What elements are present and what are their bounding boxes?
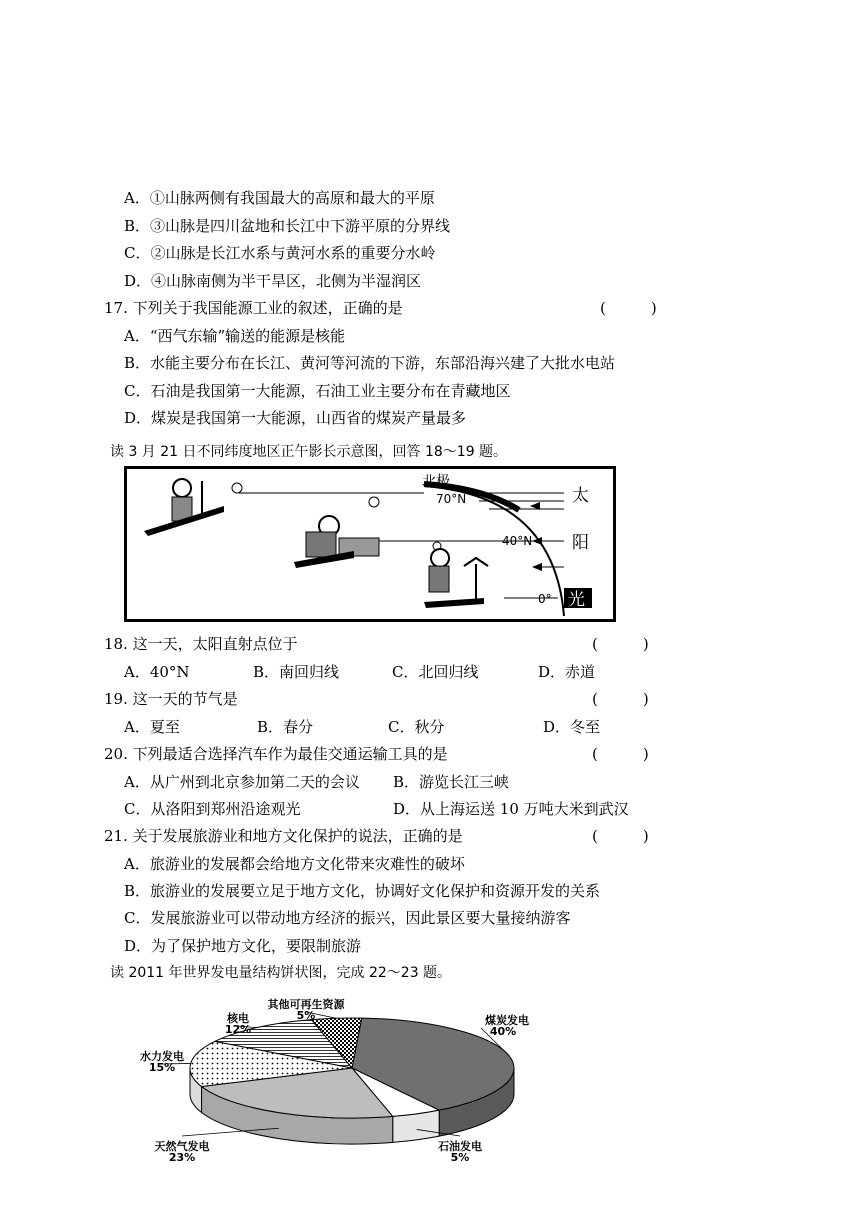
north-pole-label: 北极 [422,474,450,490]
q16-option-c: C．②山脉是长江水系与黄河水系的重要分水岭 [124,244,436,262]
q20-answer-paren: ( ) [592,745,649,763]
q21-stem: 21. 关于发展旅游业和地方文化保护的说法，正确的是 [104,827,463,845]
pie-chart [120,996,580,1176]
q17-option-c: C．石油是我国第一大能源，石油工业主要分布在青藏地区 [124,382,511,400]
pie-label-5: 其他可再生资源 [267,998,345,1011]
q19-option-b: B．春分 [257,718,314,736]
q19-stem: 19. 这一天的节气是 [104,690,238,708]
q19-option-a: A．夏至 [124,718,180,736]
sun-char-3: 光 [568,590,585,610]
q17-option-b: B．水能主要分布在长江、黄河等河流的下游，东部沿海兴建了大批水电站 [124,354,616,372]
q21-option-c: C．发展旅游业可以带动地方经济的振兴，因此景区要大量接纳游客 [124,909,571,927]
pie-label-2: 天然气发电 [154,1140,210,1153]
shadow-diagram [124,466,616,622]
q17-option-a: A．“西气东输”输送的能源是核能 [124,327,346,345]
q20-option-c: C．从洛阳到郑州沿途观光 [124,800,301,818]
pie-label-4: 核电 [227,1012,249,1025]
q21-answer-paren: ( ) [592,827,649,845]
q19-option-d: D．冬至 [543,718,601,736]
lat-equator-label: 0° [538,592,552,606]
q20-option-a: A．从广州到北京参加第二天的会议 [124,773,360,791]
q16-option-d: D．④山脉南侧为半干旱区，北侧为半湿润区 [124,272,422,290]
q18-answer-paren: ( ) [592,635,649,653]
chart-intro: 读 2011 年世界发电量结构饼状图，完成 22～23 题。 [110,965,452,981]
q17-option-d: D．煤炭是我国第一大能源，山西省的煤炭产量最多 [124,409,467,427]
pie-value-3: 15% [148,1061,176,1074]
lat-40n-label: 40°N [502,534,533,548]
lat-70n-label: 70°N [436,492,467,506]
pie-label-3: 水力发电 [140,1050,184,1063]
q19-answer-paren: ( ) [592,690,649,708]
pie-label-1: 石油发电 [438,1140,482,1153]
q21-option-b: B．旅游业的发展要立足于地方文化，协调好文化保护和资源开发的关系 [124,882,601,900]
q21-option-a: A．旅游业的发展都会给地方文化带来灾难性的破坏 [124,855,465,873]
pie-value-0: 40% [489,1025,517,1038]
q18-option-c: C．北回归线 [392,663,479,681]
q17-answer-paren: ( ) [600,299,657,317]
sun-char-1: 太 [572,486,589,506]
pie-label-0: 煤炭发电 [485,1014,529,1027]
q19-option-c: C．秋分 [388,718,445,736]
pie-value-2: 23% [168,1151,196,1164]
diagram-intro: 读 3 月 21 日不同纬度地区正午影长示意图，回答 18～19 题。 [110,444,508,460]
q20-option-d: D．从上海运送 10 万吨大米到武汉 [393,800,629,818]
q21-option-d: D．为了保护地方文化，要限制旅游 [124,937,362,955]
sun-char-2: 阳 [572,533,589,553]
q18-option-b: B．南回归线 [253,663,340,681]
q16-option-b: B．③山脉是四川盆地和长江中下游平原的分界线 [124,217,451,235]
q18-option-a: A．40°N [124,663,190,681]
q18-stem: 18. 这一天，太阳直射点位于 [104,635,298,653]
q17-stem: 17. 下列关于我国能源工业的叙述，正确的是 [104,299,403,317]
q18-option-d: D．赤道 [538,663,596,681]
q16-option-a: A．①山脉两侧有我国最大的高原和最大的平原 [124,189,435,207]
q20-stem: 20. 下列最适合选择汽车作为最佳交通运输工具的是 [104,745,448,763]
pie-value-4: 12% [224,1023,252,1036]
pie-value-1: 5% [450,1151,470,1164]
q20-option-b: B．游览长江三峡 [393,773,510,791]
pie-value-5: 5% [296,1009,316,1022]
